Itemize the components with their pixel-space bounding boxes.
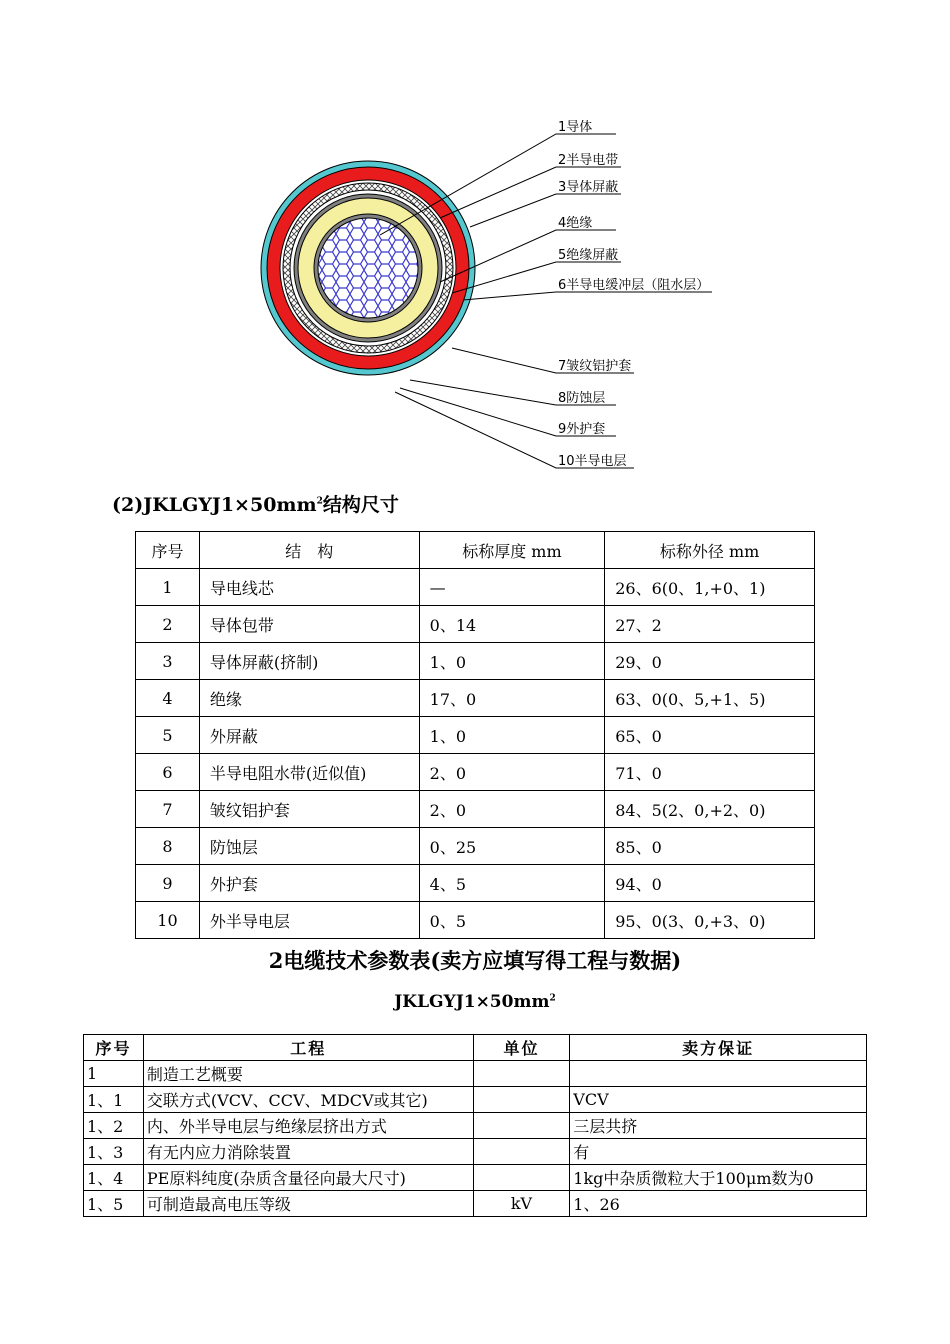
table-cell: 1、1	[84, 1087, 144, 1113]
table-cell: 导体屏蔽(挤制)	[199, 643, 419, 680]
leader-line	[463, 292, 712, 300]
diagram-label: 2半导电带	[558, 153, 619, 168]
header-cell: 标称外径 mm	[605, 532, 815, 569]
table-row	[84, 1139, 867, 1165]
table-cell: 9	[136, 865, 200, 902]
parameter-table-title: 2电缆技术参数表(卖方应填写得工程与数据)	[268, 948, 682, 973]
table-cell: 内、外半导电层与绝缘层挤出方式	[143, 1113, 473, 1139]
table-cell: 1、0	[419, 717, 605, 754]
table-cell: 10	[136, 902, 200, 939]
table-row	[84, 1191, 867, 1217]
table-cell: 可制造最高电压等级	[143, 1191, 473, 1217]
table-cell	[473, 1087, 570, 1113]
diagram-label: 1导体	[558, 120, 593, 135]
parameter-table	[83, 1034, 867, 1217]
table-cell: 2、0	[419, 754, 605, 791]
table-cell: 5	[136, 717, 200, 754]
header-cell: 单位	[473, 1035, 570, 1061]
diagram-label: 8防蚀层	[558, 391, 606, 406]
table-row	[84, 1087, 867, 1113]
table-cell: 导电线芯	[199, 569, 419, 606]
table-cell: VCV	[570, 1087, 867, 1113]
conductor	[318, 218, 418, 318]
header-cell: 序号	[84, 1035, 144, 1061]
table-cell	[473, 1139, 570, 1165]
table-cell: 皱纹铝护套	[199, 791, 419, 828]
table-cell: 17、0	[419, 680, 605, 717]
model-title	[0, 992, 950, 1012]
table-cell: 29、0	[605, 643, 815, 680]
table-cell: 84、5(2、0,+2、0)	[605, 791, 815, 828]
table-cell: 1kg中杂质微粒大于100μm数为0	[570, 1165, 867, 1191]
table-cell: 交联方式(VCV、CCV、MDCV或其它)	[143, 1087, 473, 1113]
section-title-prefix: (2)JKLGYJ1×50mm	[112, 494, 317, 516]
table-cell: 63、0(0、5,+1、5)	[605, 680, 815, 717]
table-row	[136, 791, 815, 828]
cable-diagram-svg	[0, 0, 950, 480]
diagram-label: 3导体屏蔽	[558, 180, 619, 195]
table-cell: 外屏蔽	[199, 717, 419, 754]
diagram-label: 9外护套	[558, 422, 606, 437]
section-title	[112, 490, 399, 517]
table-row	[136, 569, 815, 606]
table-cell: 有	[570, 1139, 867, 1165]
header-cell: 结 构	[199, 532, 419, 569]
table-cell: 外半导电层	[199, 902, 419, 939]
table-cell: 65、0	[605, 717, 815, 754]
table-cell: 95、0(3、0,+3、0)	[605, 902, 815, 939]
table-cell	[473, 1061, 570, 1087]
header-cell: 工程	[143, 1035, 473, 1061]
header-cell: 卖方保证	[570, 1035, 867, 1061]
table-cell: 制造工艺概要	[143, 1061, 473, 1087]
table-cell: 有无内应力消除装置	[143, 1139, 473, 1165]
table-row	[136, 865, 815, 902]
table-cell: 2、0	[419, 791, 605, 828]
table-cell: 27、2	[605, 606, 815, 643]
table-cell: 1	[136, 569, 200, 606]
table-cell: 1、2	[84, 1113, 144, 1139]
table-cell: 6	[136, 754, 200, 791]
table-cell: 0、25	[419, 828, 605, 865]
table-cell: 1、4	[84, 1165, 144, 1191]
table-cell: 26、6(0、1,+0、1)	[605, 569, 815, 606]
cable-cross-section-diagram	[0, 0, 950, 480]
table-cell: 外护套	[199, 865, 419, 902]
table-row	[136, 828, 815, 865]
diagram-label: 7皱纹铝护套	[558, 359, 632, 374]
section-title-sup: 2	[316, 496, 323, 507]
table-cell: 防蚀层	[199, 828, 419, 865]
table-cell	[473, 1113, 570, 1139]
table-cell: 1、26	[570, 1191, 867, 1217]
table-row	[136, 643, 815, 680]
table-row	[136, 680, 815, 717]
diagram-label: 5绝缘屏蔽	[558, 248, 619, 263]
table-cell: 8	[136, 828, 200, 865]
table-cell: 3	[136, 643, 200, 680]
table-cell: 半导电阻水带(近似值)	[199, 754, 419, 791]
diagram-label: 10半导电层	[558, 454, 627, 469]
table-cell: 0、5	[419, 902, 605, 939]
cable-rings	[261, 161, 475, 375]
table-row	[136, 754, 815, 791]
structure-table	[135, 531, 815, 939]
table-cell: 绝缘	[199, 680, 419, 717]
table-cell: PE原料纯度(杂质含量径向最大尺寸)	[143, 1165, 473, 1191]
table-cell: —	[419, 569, 605, 606]
header-cell: 标称厚度 mm	[419, 532, 605, 569]
structure-table-header	[136, 532, 815, 569]
table-row	[136, 902, 815, 939]
table-cell: 2	[136, 606, 200, 643]
parameter-table-header	[84, 1035, 867, 1061]
table-cell: 1、5	[84, 1191, 144, 1217]
model-title-sup: 2	[549, 993, 556, 1004]
table-cell: 0、14	[419, 606, 605, 643]
table-cell: 4	[136, 680, 200, 717]
table-cell: 7	[136, 791, 200, 828]
table-row	[136, 606, 815, 643]
model-title-prefix: JKLGYJ1×50mm	[394, 992, 550, 1012]
diagram-label: 6半导电缓冲层（阻水层）	[558, 278, 710, 293]
table-cell: 71、0	[605, 754, 815, 791]
table-cell: 三层共挤	[570, 1113, 867, 1139]
table-row	[84, 1113, 867, 1139]
table-cell	[570, 1061, 867, 1087]
table-cell: kV	[473, 1191, 570, 1217]
table-cell: 94、0	[605, 865, 815, 902]
table-row	[84, 1165, 867, 1191]
diagram-labels	[558, 119, 709, 469]
table-cell: 导体包带	[199, 606, 419, 643]
table-cell: 1、0	[419, 643, 605, 680]
table-cell: 1、3	[84, 1139, 144, 1165]
table-cell	[473, 1165, 570, 1191]
table-cell: 1	[84, 1061, 144, 1087]
table-cell: 4、5	[419, 865, 605, 902]
section-title-suffix: 结构尺寸	[322, 494, 399, 516]
diagram-label: 4绝缘	[558, 216, 593, 231]
table-row	[84, 1061, 867, 1087]
leader-line	[470, 194, 621, 227]
table-cell: 85、0	[605, 828, 815, 865]
header-cell: 序号	[136, 532, 200, 569]
table-row	[136, 717, 815, 754]
